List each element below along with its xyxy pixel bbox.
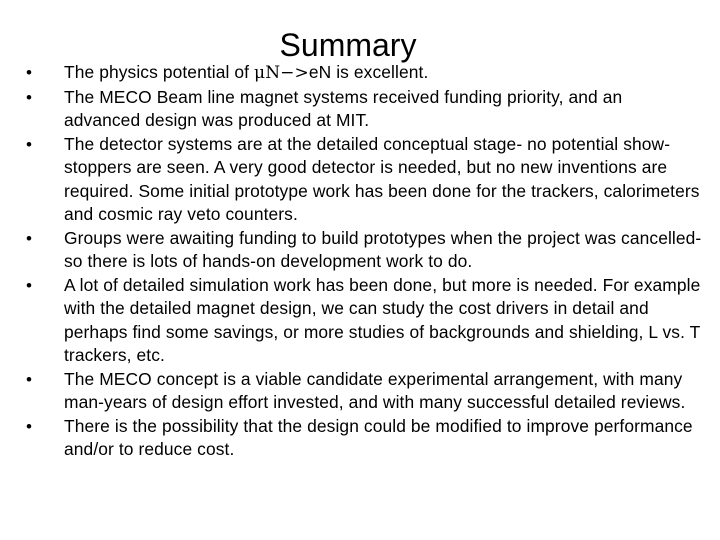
bullet-icon: • [26,275,33,295]
bullet-icon: • [26,228,33,248]
bullet-icon: • [26,87,33,107]
bullet-item-beam-line [26,86,702,133]
bullet-text: A lot of detailed simulation work has been done, but more is needed. For example with the detailed magnet design, we can study the cost drivers in detail and perhaps find some savings, or more studies of backgrounds and shielding, L vs. T trackers, etc. [64,274,701,365]
bullet-icon: • [26,63,33,82]
bullet-item-physics-potential [26,61,702,86]
bullet-list [26,61,702,462]
bullet-text-suffix: eN is excellent. [308,62,429,82]
bullet-text: There is the possibility that the design could be modified to improve performance and/or to reduce cost. [64,415,693,459]
bullet-text: The MECO concept is a viable candidate experimental arrangement, with many man-years of design effort invested, and with many successful detailed reviews. [64,368,686,412]
bullet-text [64,61,702,86]
bullet-text: The detector systems are at the detailed conceptual stage- no potential show-stoppers are seen. A very good detector is needed, but no new inventions are required. Some initial prototype work has been done for the trackers, calorimeters and cosmic ray veto counters. [64,133,700,224]
bullet-item-design-modification [26,415,702,462]
bullet-item-prototypes [26,227,702,274]
bullet-icon: • [26,134,33,154]
bullet-item-meco-concept [26,368,702,415]
slide-title: Summary [279,27,417,63]
bullet-icon: • [26,416,33,436]
bullet-text: Groups were awaiting funding to build prototypes when the project was cancelled- so there is lots of hands-on development work to do. [64,227,702,271]
bullet-text-prefix: The physics potential of [64,62,255,82]
bullet-icon: • [26,369,33,389]
bullet-text: The MECO Beam line magnet systems received funding priority, and an advanced design was produced at MIT. [64,86,623,130]
bullet-item-detector-systems [26,133,702,227]
bullet-item-simulation [26,274,702,368]
process-symbol: μN−> [254,63,309,83]
